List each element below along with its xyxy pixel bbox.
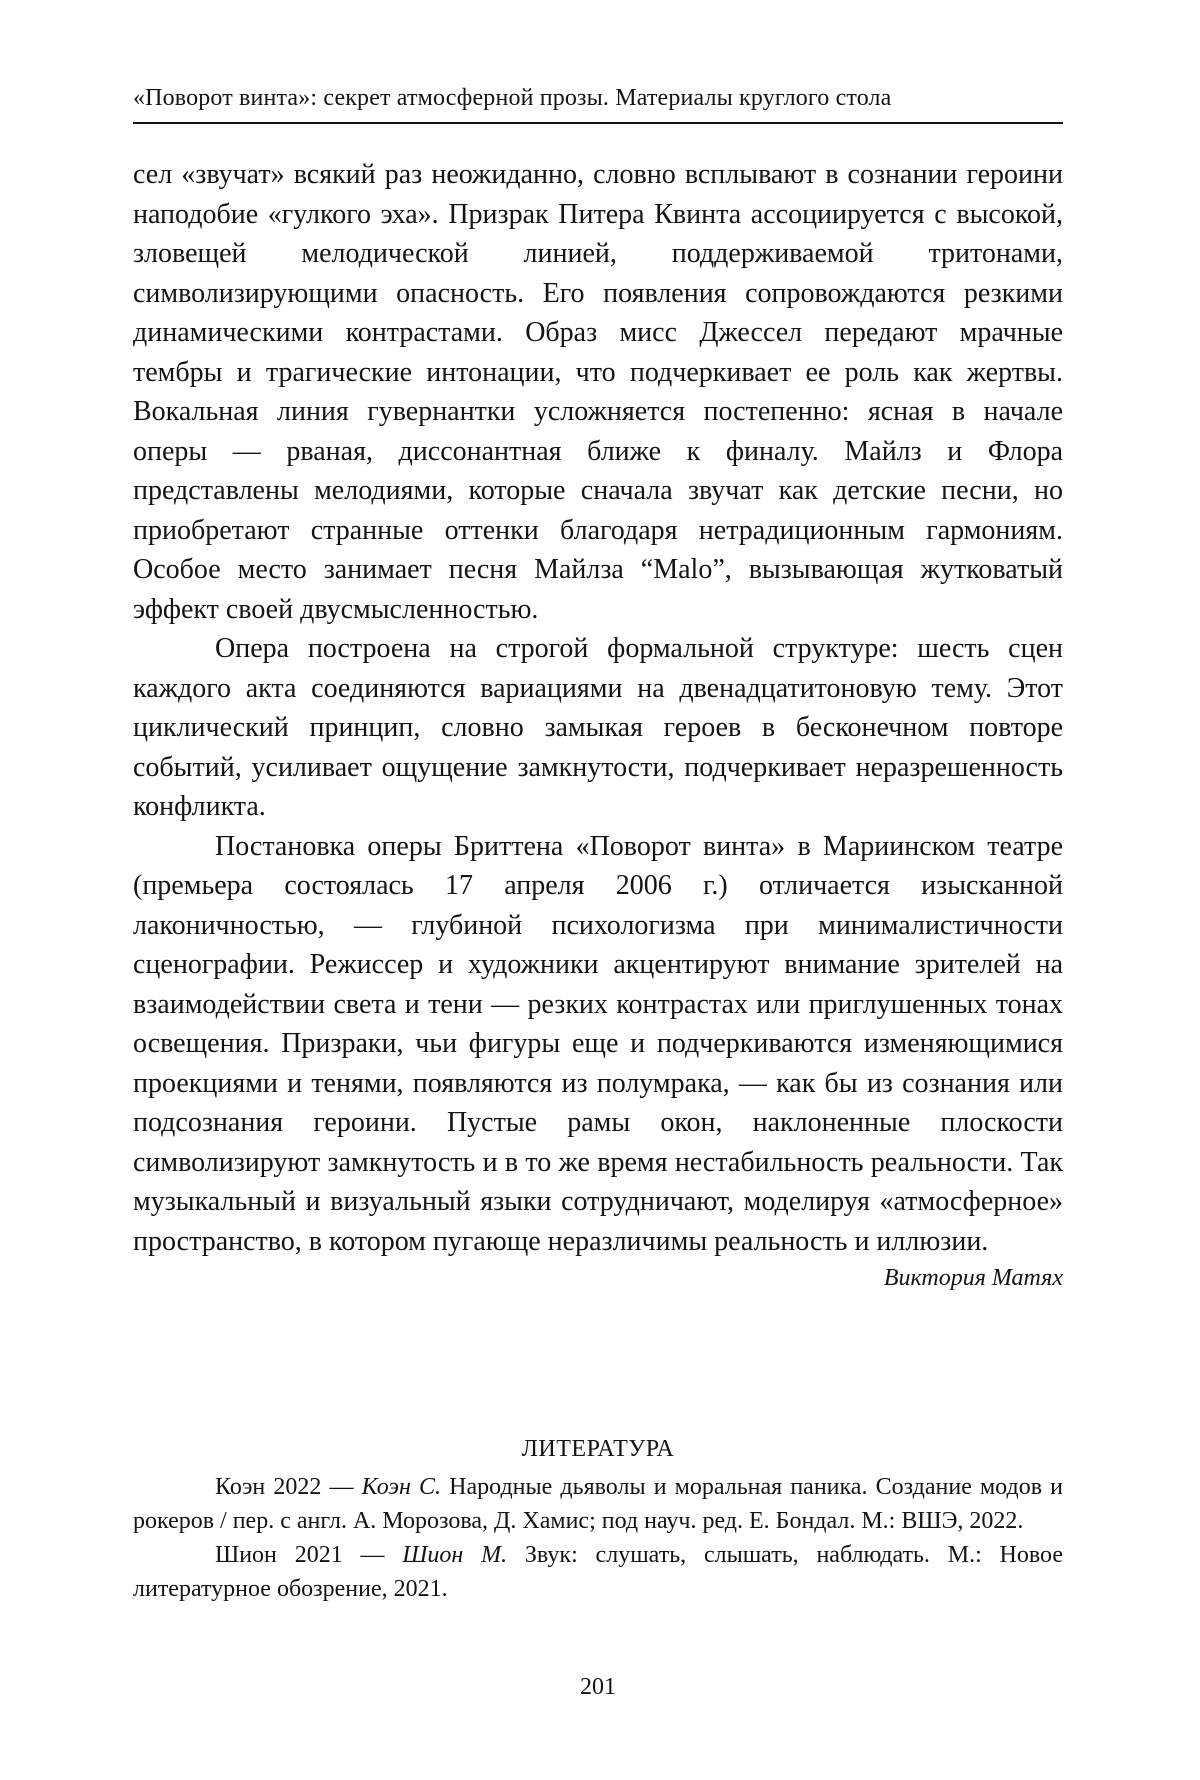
references-title: ЛИТЕРАТУРА — [521, 1436, 675, 1462]
reference-key: Коэн 2022 — — [215, 1474, 362, 1500]
reference-author: Шион М. — [402, 1542, 508, 1568]
body-paragraph-2: Опера построена на строгой формальной структуре: шесть сцен каждого акта соединяются вариациями на двенадцатитоновую тему. Этот циклический принцип, словно замыкая героев в бесконечном повторе событий, усиливает ощущение замкнутости, подчеркивает неразрешенность конфликта. — [133, 633, 1063, 822]
body-paragraph-3: Постановка оперы Бриттена «Поворот винта» в Мариинском театре (премьера состоялась 17 апреля 2006 г.) отличается изысканной лаконичностью, — глубиной психологизма при минималистичности сценографии. Режиссер и художники акцентируют внимание зрителей на взаимодействии света и тени — резких контрастах или приглушенных тонах освещения. Призраки, чьи фигуры еще и подчеркиваются изменяющимися проекциями и тенями, появляются из полумрака, — как бы из сознания или подсознания героини. Пустые рамы окон, наклоненные плоскости символизируют замкнутость и в то же время нестабильность реальности. Так музыкальный и визуальный языки сотрудничают, моделируя «атмосферное» пространство, в котором пугающе неразличимы реальность и иллюзии. — [133, 830, 1063, 1257]
page-number: 201 — [580, 1674, 616, 1700]
header-divider — [133, 122, 1063, 124]
reference-key: Шион 2021 — — [215, 1542, 403, 1568]
reference-item-1 — [133, 1470, 1063, 1538]
running-header: «Поворот винта»: секрет атмосферной прозы. Материалы круглого стола — [133, 85, 892, 111]
reference-author: Коэн С. — [361, 1474, 442, 1500]
references-section — [133, 1432, 1063, 1606]
page — [133, 0, 1063, 1780]
reference-item-2 — [133, 1538, 1063, 1606]
reference-details: Народные дьяволы и моральная паника. Создание модов и рокеров / пер. с англ. А. Морозова, Д. Хамис; под науч. ред. Е. Бондал. М.: ВШЭ, 2022. — [133, 1474, 1064, 1534]
author-signature: Виктория Матях — [883, 1265, 1063, 1291]
reference-details: Звук: слушать, слышать, наблюдать. М.: Новое литературное обозрение, 2021. — [133, 1542, 1063, 1602]
article-body — [133, 155, 1063, 1295]
body-paragraph-1: сел «звучат» всякий раз неожиданно, словно всплывают в сознании героини наподобие «гулкого эха». Призрак Питера Квинта ассоциируется с высокой, зловещей мелодической линией, поддерживаемой тритонами, символизирующими опасность. Его появления сопровождаются резкими динамическими контрастами. Образ мисс Джессел передают мрачные тембры и трагические интонации, что подчеркивает ее роль как жертвы. Вокальная линия гувернантки усложняется постепенно: ясная в начале оперы — рваная, диссонантная ближе к финалу. Майлз и Флора представлены мелодиями, которые сначала звучат как детские песни, но приобретают странные оттенки благодаря нетрадиционным гармониям. Особое место занимает песня Майлза “Malo”, вызывающая жутковатый эффект своей двусмысленностью. — [133, 159, 1063, 625]
